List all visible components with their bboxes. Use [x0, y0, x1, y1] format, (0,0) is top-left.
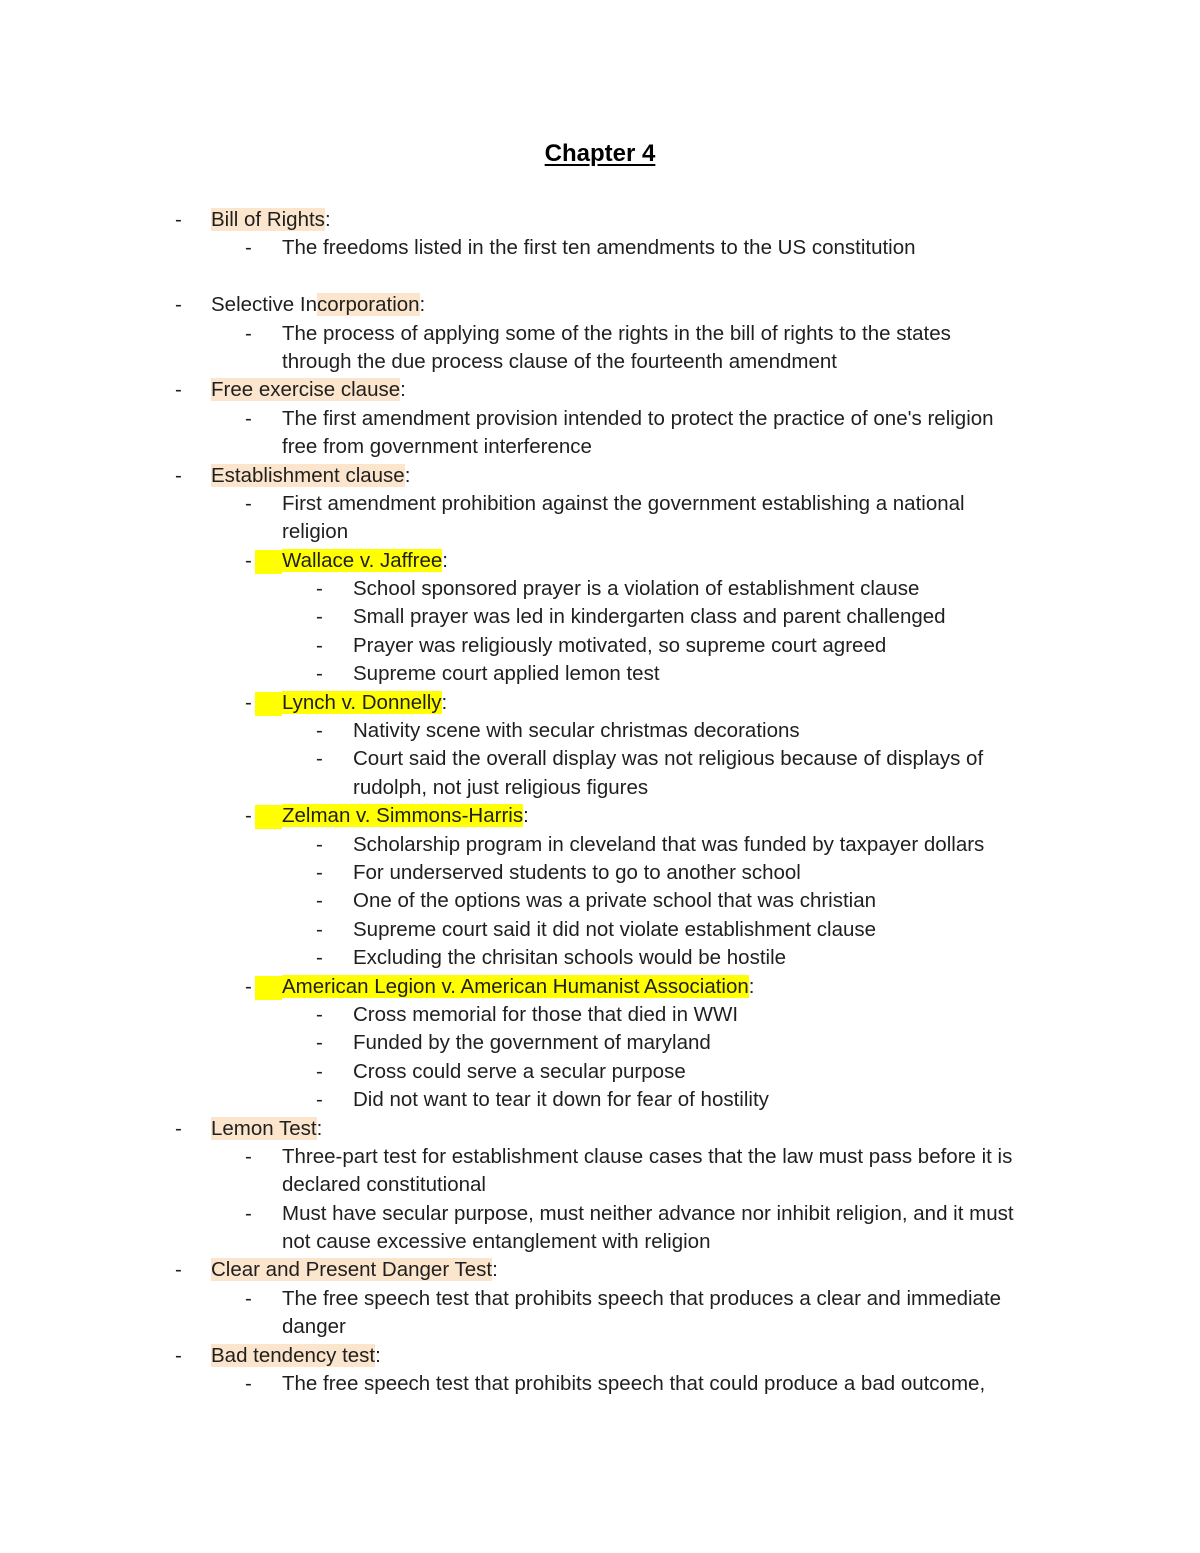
- definition-line-cont: not cause excessive entanglement with religion: [282, 1230, 711, 1254]
- term-highlight: Free exercise clause: [211, 378, 401, 402]
- case-point: - Small prayer was led in kindergarten class and parent challenged: [316, 605, 946, 629]
- list-item-bill-of-rights: - Bill of Rights:: [0, 206, 1200, 234]
- term-highlight: Bad tendency test: [211, 1343, 376, 1367]
- case-highlight: American Legion v. American Humanist Association: [282, 974, 749, 998]
- case-point: - For underserved students to go to another school: [316, 860, 801, 884]
- case-point: - One of the options was a private school that was christian: [316, 889, 877, 913]
- bullet-dash: -: [175, 208, 182, 231]
- definition-line: - The first amendment provision intended to protect the practice of one's religion: [245, 406, 994, 430]
- list-item-establishment: - Establishment clause:: [175, 463, 411, 487]
- case-point: - School sponsored prayer is a violation of establishment clause: [316, 577, 920, 601]
- case-highlight: Lynch v. Donnelly: [282, 690, 442, 714]
- case-point: - Funded by the government of maryland: [316, 1031, 711, 1055]
- definition-line-cont: religion: [282, 520, 349, 544]
- case-point: - Supreme court said it did not violate establishment clause: [316, 917, 877, 941]
- list-item-selective-incorporation: - Selective Incorporation:: [175, 293, 426, 317]
- term-highlight: Lemon Test: [211, 1116, 317, 1140]
- definition-line-cont: danger: [282, 1315, 346, 1339]
- definition-line: - First amendment prohibition against the government establishing a national: [245, 491, 965, 515]
- list-item-bad-tendency: - Bad tendency test:: [175, 1343, 381, 1367]
- definition-line: - The freedoms listed in the first ten amendments to the US constitution: [245, 236, 916, 260]
- definition-line-cont: free from government interference: [282, 435, 592, 459]
- case-point: - Did not want to tear it down for fear of hostility: [316, 1088, 769, 1112]
- case-point: - Prayer was religiously motivated, so supreme court agreed: [316, 633, 887, 657]
- case-point: - Supreme court applied lemon test: [316, 662, 660, 686]
- case-point: - Excluding the chrisitan schools would be hostile: [316, 946, 787, 970]
- case-item-zelman: - Zelman v. Simmons-Harris:: [245, 804, 529, 828]
- case-point-cont: rudolph, not just religious figures: [353, 775, 649, 799]
- blank-line: [0, 263, 1200, 291]
- term-highlight: Bill of Rights: [211, 208, 325, 231]
- case-point: - Scholarship program in cleveland that was funded by taxpayer dollars: [316, 832, 985, 856]
- list-item-clear-present-danger: - Clear and Present Danger Test:: [175, 1258, 498, 1282]
- case-item-american-legion: - American Legion v. American Humanist Association:: [245, 974, 755, 998]
- case-item-wallace: - Wallace v. Jaffree:: [245, 548, 448, 572]
- term-highlight: Establishment clause: [211, 463, 405, 487]
- definition-line-cont: declared constitutional: [282, 1173, 486, 1197]
- definition-line: - Three-part test for establishment clause cases that the law must pass before it is: [245, 1144, 1013, 1168]
- definition-line: - The free speech test that prohibits speech that could produce a bad outcome,: [245, 1372, 986, 1396]
- case-point: - Cross could serve a secular purpose: [316, 1059, 686, 1083]
- definition-line: - Must have secular purpose, must neither advance nor inhibit religion, and it must: [245, 1201, 1014, 1225]
- case-point: - Court said the overall display was not religious because of displays of: [316, 747, 984, 771]
- list-item-lemon-test: - Lemon Test:: [175, 1116, 323, 1140]
- notes-list: [0, 206, 1200, 1398]
- definition-line: - The process of applying some of the rights in the bill of rights to the states: [245, 321, 951, 345]
- case-highlight: Wallace v. Jaffree: [282, 548, 443, 572]
- case-point: - Cross memorial for those that died in WWI: [316, 1002, 739, 1026]
- term-highlight: Clear and Present Danger Test: [211, 1258, 493, 1282]
- definition-line: - The free speech test that prohibits speech that produces a clear and immediate: [245, 1286, 1002, 1310]
- list-item-free-exercise: - Free exercise clause:: [175, 378, 406, 402]
- case-item-lynch: - Lynch v. Donnelly:: [245, 690, 448, 714]
- case-highlight: Zelman v. Simmons-Harris: [282, 804, 524, 828]
- term-highlight: corporation: [316, 293, 420, 317]
- page-title: Chapter 4: [544, 140, 656, 167]
- definition-line-cont: through the due process clause of the fourteenth amendment: [282, 349, 838, 373]
- case-point: - Nativity scene with secular christmas decorations: [316, 719, 800, 743]
